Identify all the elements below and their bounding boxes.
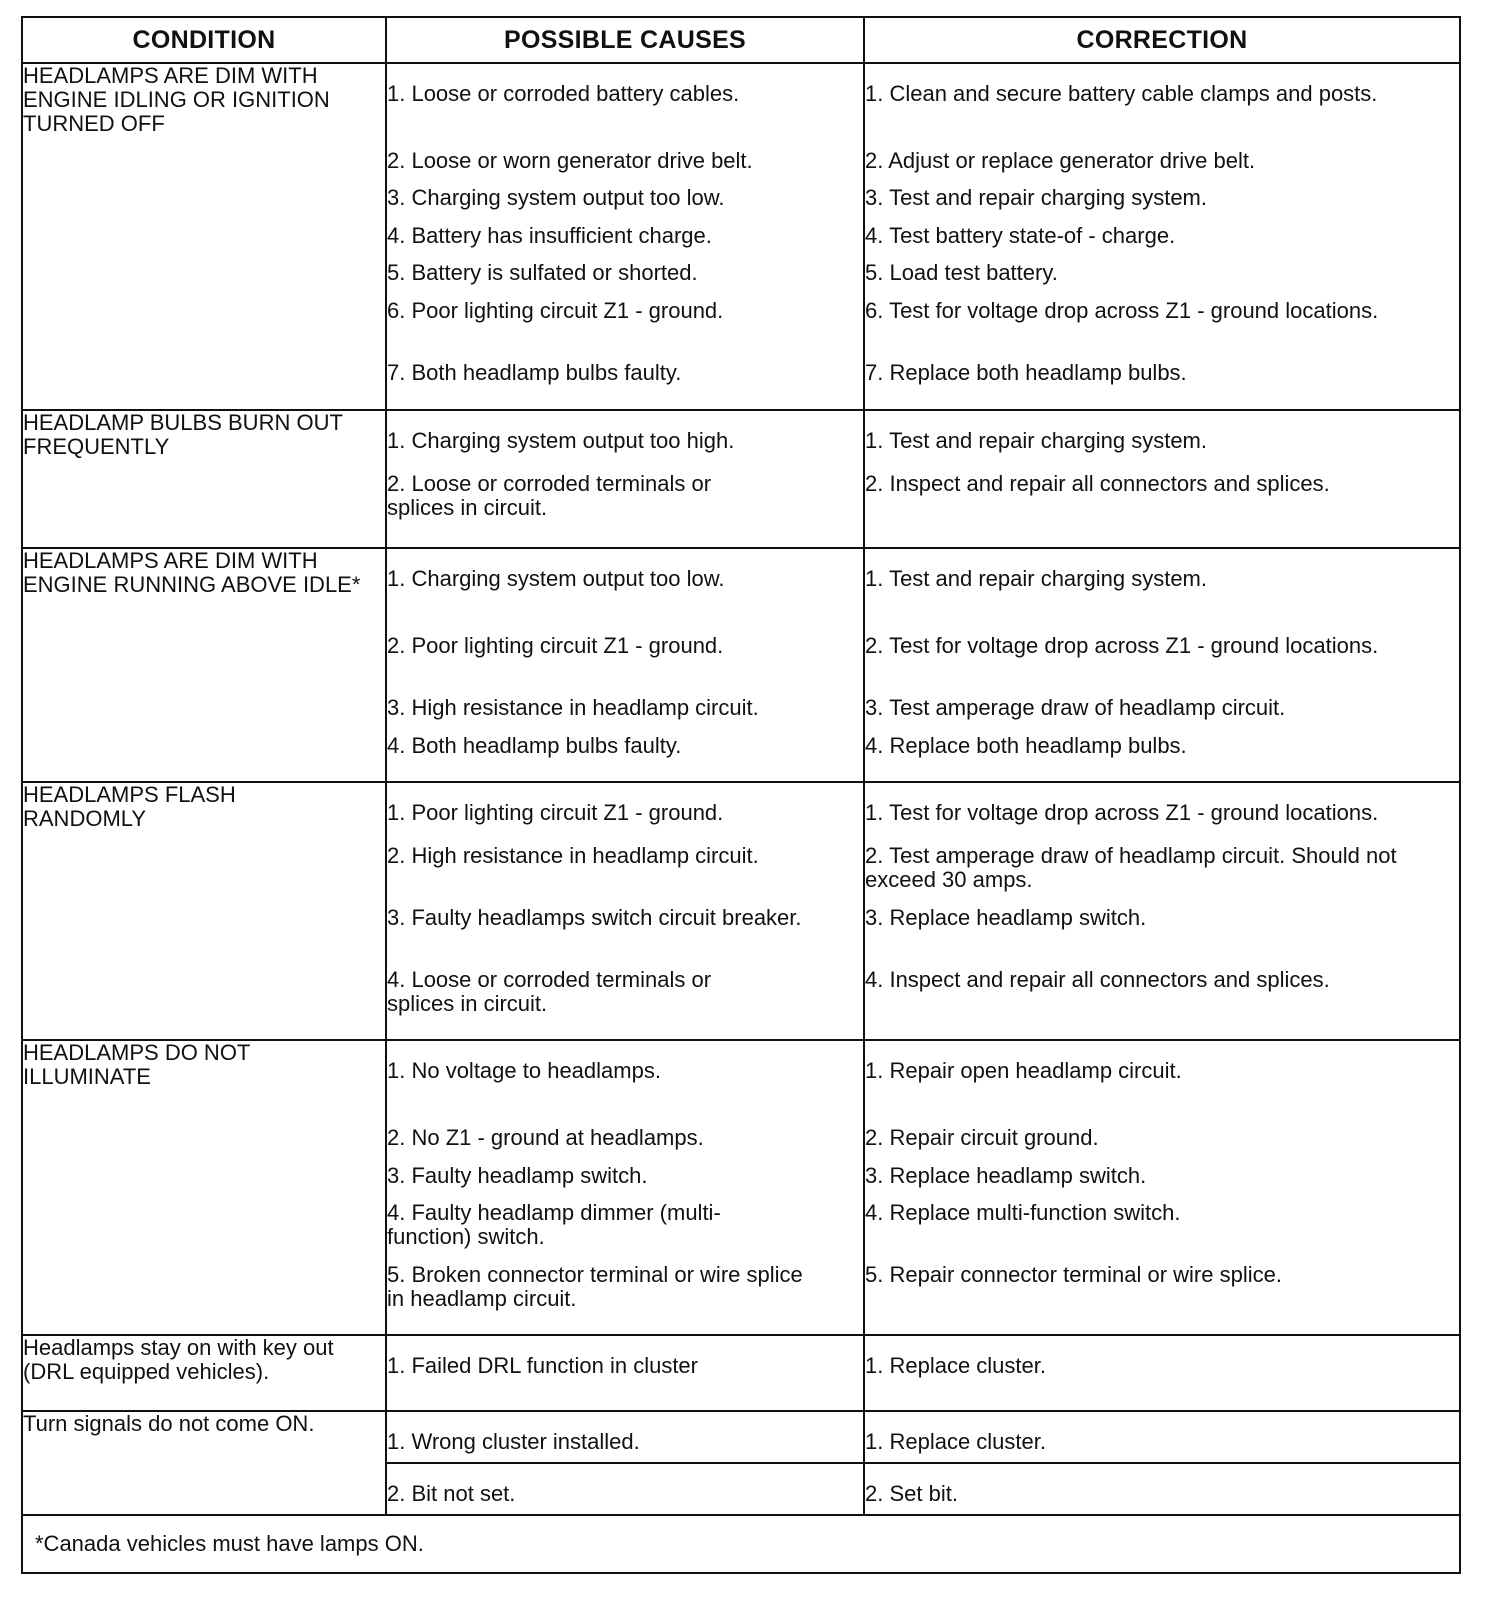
table-row (22, 1040, 1460, 1126)
correction-cell: 1. Replace cluster. (864, 1411, 1460, 1463)
cause-cell: 1. Failed DRL function in cluster (386, 1335, 864, 1411)
cause-cell: 2. No Z1 - ground at headlamps. (386, 1126, 864, 1164)
correction-cell: 4. Replace multi-function switch. (864, 1201, 1460, 1263)
diagnosis-table-page (21, 16, 1459, 1574)
cause-cell: 2. Bit not set. (386, 1463, 864, 1515)
cause-cell: 4. Loose or corroded terminals or splices in circuit. (386, 968, 864, 1040)
cause-cell: 4. Battery has insufficient charge. (386, 224, 864, 261)
cause-cell: 5. Broken connector terminal or wire splice in headlamp circuit. (386, 1263, 864, 1335)
table-row (22, 63, 1460, 149)
header-row (22, 17, 1460, 63)
footnote: *Canada vehicles must have lamps ON. (22, 1515, 1460, 1573)
footnote-row (22, 1515, 1460, 1573)
correction-cell: 7. Replace both headlamp bulbs. (864, 361, 1460, 410)
correction-cell: 2. Test for voltage drop across Z1 - ground locations. (864, 634, 1460, 696)
cause-cell: 1. Poor lighting circuit Z1 - ground. (386, 782, 864, 844)
correction-cell: 4. Inspect and repair all connectors and splices. (864, 968, 1460, 1040)
correction-cell: 6. Test for voltage drop across Z1 - ground locations. (864, 299, 1460, 361)
correction-cell: 1. Test and repair charging system. (864, 548, 1460, 634)
cause-cell: 1. Wrong cluster installed. (386, 1411, 864, 1463)
cause-cell: 2. Loose or corroded terminals or splices in circuit. (386, 472, 864, 548)
cause-cell: 4. Faulty headlamp dimmer (multi-function) switch. (386, 1201, 864, 1263)
correction-cell: 1. Repair open headlamp circuit. (864, 1040, 1460, 1126)
cause-cell: 2. High resistance in headlamp circuit. (386, 844, 864, 906)
cause-cell: 1. No voltage to headlamps. (386, 1040, 864, 1126)
cause-cell: 1. Charging system output too low. (386, 548, 864, 634)
condition-cell: Headlamps stay on with key out (DRL equipped vehicles). (22, 1335, 386, 1411)
correction-cell: 4. Replace both headlamp bulbs. (864, 734, 1460, 782)
condition-cell: Turn signals do not come ON. (22, 1411, 386, 1515)
correction-cell: 3. Replace headlamp switch. (864, 906, 1460, 968)
cause-cell: 6. Poor lighting circuit Z1 - ground. (386, 299, 864, 361)
cause-cell: 1. Charging system output too high. (386, 410, 864, 472)
condition-cell: HEADLAMP BULBS BURN OUT FREQUENTLY (22, 410, 386, 548)
correction-cell: 4. Test battery state-of - charge. (864, 224, 1460, 261)
table-row (22, 1335, 1460, 1411)
cause-cell: 1. Loose or corroded battery cables. (386, 63, 864, 149)
table-row (22, 548, 1460, 634)
correction-cell: 2. Set bit. (864, 1463, 1460, 1515)
correction-cell: 5. Repair connector terminal or wire splice. (864, 1263, 1460, 1335)
cause-cell: 5. Battery is sulfated or shorted. (386, 261, 864, 299)
causes-header: POSSIBLE CAUSES (386, 17, 864, 63)
correction-cell: 1. Clean and secure battery cable clamps and posts. (864, 63, 1460, 149)
table-row (22, 782, 1460, 844)
cause-cell: 3. High resistance in headlamp circuit. (386, 696, 864, 734)
correction-cell: 2. Adjust or replace generator drive belt. (864, 149, 1460, 186)
correction-cell: 3. Test amperage draw of headlamp circuit. (864, 696, 1460, 734)
correction-header: CORRECTION (864, 17, 1460, 63)
correction-cell: 5. Load test battery. (864, 261, 1460, 299)
cause-cell: 2. Poor lighting circuit Z1 - ground. (386, 634, 864, 696)
correction-cell: 1. Test and repair charging system. (864, 410, 1460, 472)
condition-cell: HEADLAMPS FLASH RANDOMLY (22, 782, 386, 1040)
cause-cell: 3. Faulty headlamp switch. (386, 1164, 864, 1201)
correction-cell: 1. Test for voltage drop across Z1 - ground locations. (864, 782, 1460, 844)
correction-cell: 1. Replace cluster. (864, 1335, 1460, 1411)
table-row (22, 410, 1460, 472)
correction-cell: 2. Repair circuit ground. (864, 1126, 1460, 1164)
cause-cell: 3. Faulty headlamps switch circuit breaker. (386, 906, 864, 968)
correction-cell: 3. Test and repair charging system. (864, 186, 1460, 224)
correction-cell: 2. Inspect and repair all connectors and splices. (864, 472, 1460, 548)
cause-cell: 4. Both headlamp bulbs faulty. (386, 734, 864, 782)
correction-cell: 2. Test amperage draw of headlamp circuit. Should not exceed 30 amps. (864, 844, 1460, 906)
diagnosis-table (21, 16, 1461, 1574)
cause-cell: 7. Both headlamp bulbs faulty. (386, 361, 864, 410)
condition-header: CONDITION (22, 17, 386, 63)
cause-cell: 3. Charging system output too low. (386, 186, 864, 224)
cause-cell: 2. Loose or worn generator drive belt. (386, 149, 864, 186)
condition-cell: HEADLAMPS ARE DIM WITH ENGINE IDLING OR IGNITION TURNED OFF (22, 63, 386, 410)
condition-cell: HEADLAMPS ARE DIM WITH ENGINE RUNNING ABOVE IDLE* (22, 548, 386, 782)
table-row (22, 1411, 1460, 1463)
correction-cell: 3. Replace headlamp switch. (864, 1164, 1460, 1201)
condition-cell: HEADLAMPS DO NOT ILLUMINATE (22, 1040, 386, 1335)
